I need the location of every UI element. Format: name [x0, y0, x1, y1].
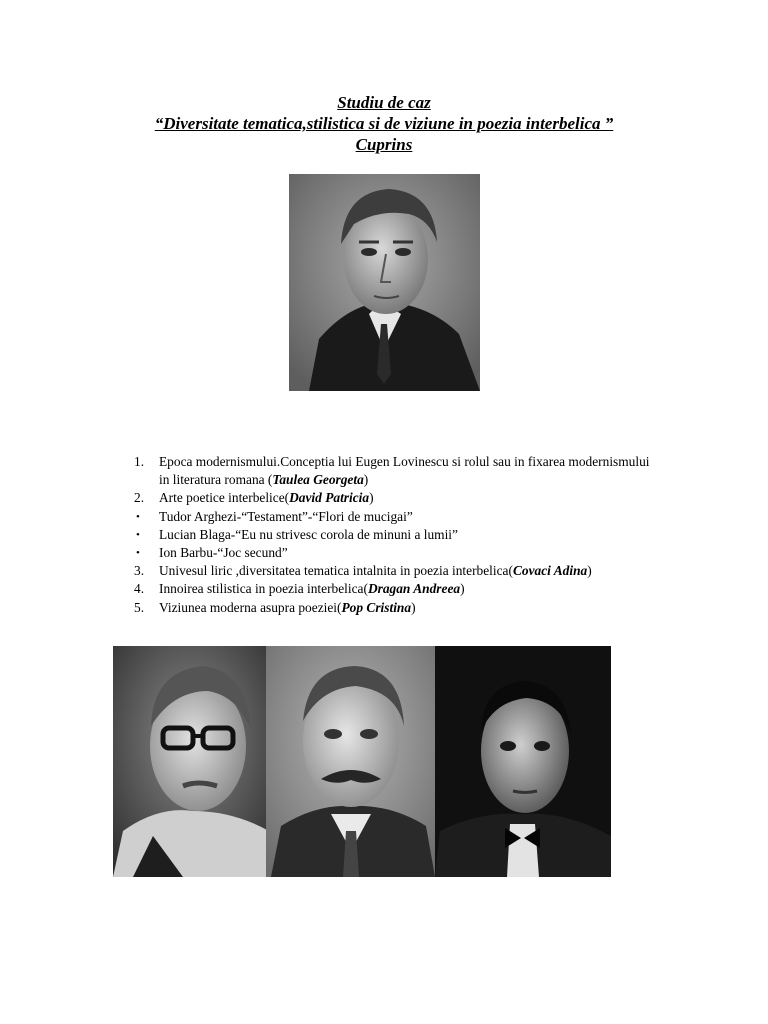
toc-close: ) — [369, 490, 374, 506]
page-subtitle: “Diversitate tematica,stilistica si de viziune in poezia interbelica ” — [154, 114, 614, 133]
toc-item — [134, 526, 654, 544]
bullet-icon: • — [136, 528, 140, 541]
portrait-image — [435, 646, 611, 877]
list-number: 5. — [134, 599, 145, 615]
list-number: 4. — [134, 581, 145, 597]
author-name: Pop Cristina — [341, 599, 412, 615]
list-number: 1. — [134, 454, 145, 469]
portrait-image — [113, 646, 269, 877]
page-title: Studiu de caz — [337, 93, 431, 112]
toc-item — [134, 544, 654, 562]
bullet-icon: • — [136, 547, 140, 560]
toc-text: Lucian Blaga-“Eu nu strivesc corola de minuni a lumii” — [159, 526, 458, 542]
toc-item — [134, 508, 654, 526]
toc-text: Ion Barbu-“Joc secund” — [159, 545, 288, 561]
table-of-contents — [134, 453, 654, 617]
author-name: Dragan Andreea — [367, 581, 461, 597]
list-number: 3. — [134, 563, 145, 579]
toc-close: ) — [411, 599, 416, 615]
portrait-image — [289, 174, 480, 391]
author-name: Covaci Adina — [512, 563, 588, 579]
list-number: 2. — [134, 490, 145, 506]
toc-item — [134, 489, 654, 507]
toc-text: Univesul liric ,diversitatea tematica intalnita in poezia interbelica( — [159, 563, 513, 579]
author-name: Taulea Georgeta — [272, 472, 364, 488]
toc-close: ) — [460, 581, 465, 597]
toc-close: ) — [587, 563, 592, 579]
toc-text: Innoirea stilistica in poezia interbelica( — [159, 581, 368, 597]
toc-close: ) — [363, 472, 369, 488]
toc-item — [134, 580, 654, 598]
toc-text: Arte poetice interbelice( — [159, 490, 290, 506]
section-title: Cuprins — [355, 135, 413, 154]
author-name: David Patricia — [289, 490, 370, 506]
toc-item — [134, 562, 654, 580]
portrait-image — [266, 646, 435, 877]
toc-text: Epoca modernismului.Conceptia lui Eugen Lovinescu si rolul sau in fixarea modernismului in literatura romana ( — [159, 454, 650, 488]
toc-item — [134, 599, 654, 617]
bullet-icon: • — [136, 510, 140, 523]
toc-item — [134, 453, 654, 489]
toc-text: Tudor Arghezi-“Testament”-“Flori de mucigai” — [159, 508, 413, 524]
toc-text: Viziunea moderna asupra poeziei( — [159, 599, 342, 615]
